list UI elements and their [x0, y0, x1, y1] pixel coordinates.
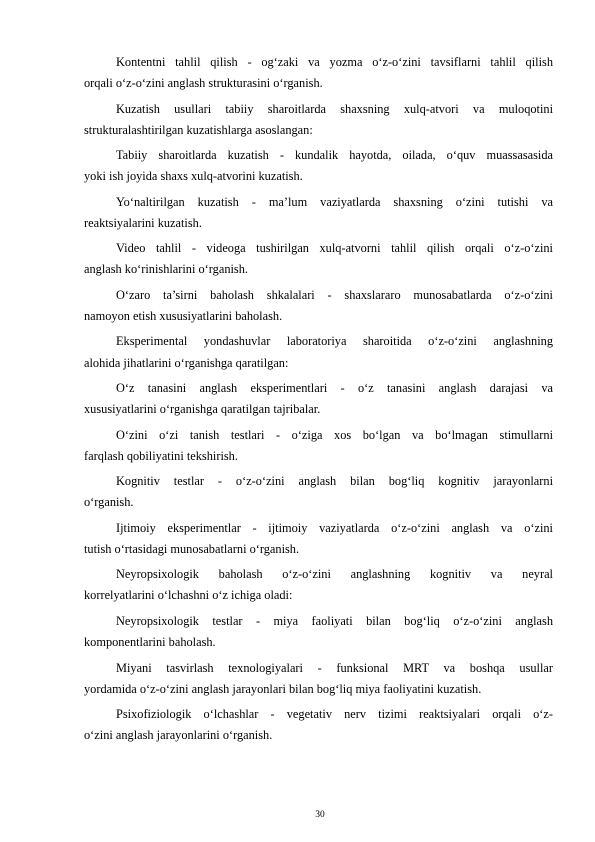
- paragraph: [84, 564, 553, 606]
- paragraph-continuation: orqali o‘z-o‘zini anglash strukturasini o‘rganish.: [84, 76, 323, 91]
- paragraph-first-line: Neyropsixologik testlar - miya faoliyati bilan bog‘liq o‘z-o‘zini anglash: [116, 613, 553, 628]
- paragraph-first-line: O‘zaro ta’sirni baholash shkalalari - shaxslararo munosabatlarda o‘z-o‘zini: [116, 287, 553, 302]
- paragraph-continuation: o‘rganish.: [84, 495, 134, 510]
- paragraph: [84, 192, 553, 234]
- paragraph: [84, 378, 553, 420]
- paragraph: [84, 611, 553, 653]
- paragraph-first-line: Miyani tasvirlash texnologiyalari - funksional MRT va boshqa usullar: [116, 660, 553, 675]
- paragraph: [84, 518, 553, 560]
- paragraph-first-line: Neyropsixologik baholash o‘z-o‘zini anglashning kognitiv va neyral: [116, 567, 553, 582]
- paragraph: [84, 471, 553, 513]
- paragraph-continuation: tutish o‘rtasidagi munosabatlarni o‘rganish.: [84, 541, 300, 556]
- paragraph-first-line: Psixofiziologik o‘lchashlar - vegetativ nerv tizimi reaktsiyalari orqali o‘z-: [116, 707, 553, 722]
- paragraph-first-line: Ijtimoiy eksperimentlar - ijtimoiy vaziyatlarda o‘z-o‘zini anglash va o‘zini: [116, 520, 553, 535]
- page-number: 30: [315, 810, 325, 820]
- paragraph-continuation: korrelyatlarini o‘lchashni o‘z ichiga oladi:: [84, 588, 293, 603]
- paragraph: [84, 658, 553, 700]
- paragraph: [84, 238, 553, 280]
- paragraph-first-line: Yo‘naltirilgan kuzatish - ma’lum vaziyatlarda shaxsning o‘zini tutishi va: [116, 194, 553, 209]
- paragraph-first-line: Kontentni tahlil qilish - og‘zaki va yozma o‘z-o‘zini tavsiflarni tahlil qilish: [116, 55, 553, 69]
- paragraph-first-line: Video tahlil - videoga tushirilgan xulq-atvorni tahlil qilish orqali o‘z-o‘zini: [116, 241, 553, 256]
- paragraph-continuation: o‘zini anglash jarayonlarini o‘rganish.: [84, 728, 273, 743]
- paragraph-continuation: anglash ko‘rinishlarini o‘rganish.: [84, 262, 248, 277]
- paragraph-continuation: farqlash qobiliyatini tekshirish.: [84, 448, 238, 463]
- paragraph-continuation: reaktsiyalarini kuzatish.: [84, 215, 202, 230]
- document-body: [84, 52, 553, 751]
- paragraph: [84, 704, 553, 746]
- paragraph: [84, 52, 553, 94]
- paragraph: [84, 285, 553, 327]
- paragraph-continuation: xususiyatlarini o‘rganishga qaratilgan tajribalar.: [84, 402, 321, 417]
- paragraph-first-line: O‘zini o‘zi tanish testlari - o‘ziga xos bo‘lgan va bo‘lmagan stimullarni: [116, 427, 553, 442]
- paragraph-continuation: namoyon etish xususiyatlarini baholash.: [84, 308, 283, 323]
- paragraph-continuation: yordamida o‘z-o‘zini anglash jarayonlari bilan bog‘liq miya faoliyatini kuzatish.: [84, 681, 482, 696]
- paragraph: [84, 331, 553, 373]
- paragraph-continuation: komponentlarini baholash.: [84, 635, 216, 650]
- paragraph-first-line: Kognitiv testlar - o‘z-o‘zini anglash bilan bog‘liq kognitiv jarayonlarni: [116, 474, 553, 489]
- paragraph-continuation: alohida jihatlarini o‘rganishga qaratilgan:: [84, 355, 289, 370]
- paragraph-first-line: Tabiiy sharoitlarda kuzatish - kundalik hayotda, oilada, o‘quv muassasasida: [116, 148, 553, 163]
- paragraph: [84, 145, 553, 187]
- paragraph-first-line: Eksperimental yondashuvlar laboratoriya sharoitida o‘z-o‘zini anglashning: [116, 334, 553, 349]
- paragraph-continuation: yoki ish joyida shaxs xulq-atvorini kuzatish.: [84, 169, 303, 184]
- paragraph: [84, 99, 553, 141]
- paragraph-first-line: Kuzatish usullari tabiiy sharoitlarda shaxsning xulq-atvori va muloqotini: [116, 101, 553, 116]
- paragraph-continuation: strukturalashtirilgan kuzatishlarga asoslangan:: [84, 122, 313, 137]
- paragraph-first-line: O‘z tanasini anglash eksperimentlari - o‘z tanasini anglash darajasi va: [116, 381, 553, 396]
- paragraph: [84, 425, 553, 467]
